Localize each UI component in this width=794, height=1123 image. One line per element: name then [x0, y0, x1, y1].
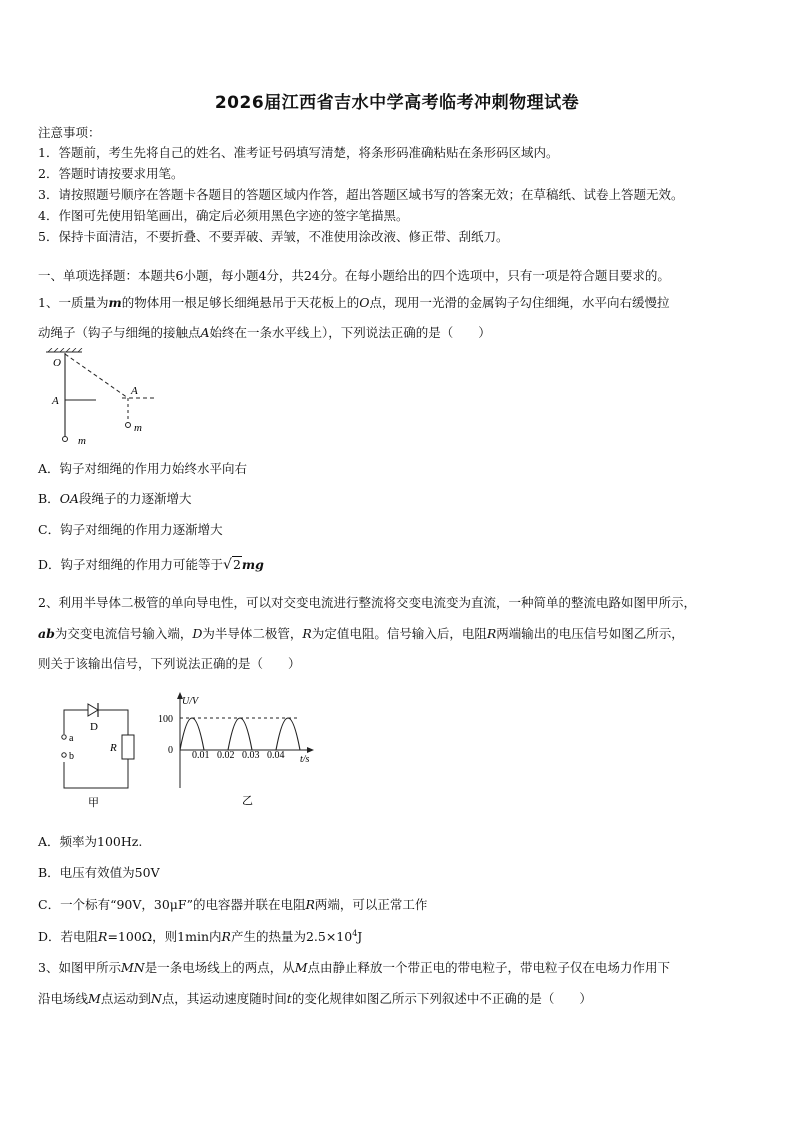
q2-figure-jia: [52, 700, 147, 810]
q3-text: 的变化规律如图乙所示下列叙述中不正确的是（ ）: [291, 991, 592, 1006]
notice-item: 5．保持卡面清洁，不要折叠、不要弄破、弄皱，不准使用涂改液、修正带、刮纸刀。: [38, 229, 509, 244]
option-text: 两端，可以正常工作: [314, 897, 428, 912]
page-title: 2026届江西省吉水中学高考临考冲刺物理试卷: [214, 93, 580, 113]
mass-circle-dashed: [126, 423, 131, 428]
q1-text: 动绳子（钩子与细绳的接触点: [38, 325, 201, 340]
q1-stem-line2: [38, 323, 491, 341]
label-A: A: [52, 395, 59, 407]
label-A: A: [131, 385, 138, 397]
diode-symbol: [88, 704, 98, 716]
option-exponent: 4: [352, 928, 358, 938]
q2-text: 两端输出的电压信号如图乙所示，: [496, 626, 684, 641]
q3-var: M: [88, 991, 101, 1006]
notice-heading: 注意事项：: [38, 125, 101, 140]
notice-item: 2．答题时请按要求用笔。: [38, 166, 184, 181]
option-var: OA: [59, 491, 79, 506]
q1-var-A: A: [200, 325, 210, 340]
x-arrow: [307, 747, 314, 753]
option-var: R: [305, 897, 315, 912]
q2-option-d: [38, 927, 362, 945]
q3-stem-line2: [38, 989, 592, 1007]
q2-var: R: [302, 626, 312, 641]
x-tick: 0.01: [192, 750, 210, 761]
label-m: m: [134, 422, 142, 434]
q2-text: 为半导体二极管，: [202, 626, 303, 641]
q3-text: 点由静止释放一个带正电的带电粒子，带电粒子仅在电场力作用下: [307, 960, 671, 975]
option-text: 段绳子的力逐渐增大: [78, 491, 192, 506]
q2-option-c: [38, 895, 427, 913]
label-R: R: [110, 742, 117, 754]
x-tick: 0.04: [267, 750, 285, 761]
label-O: O: [53, 357, 61, 369]
q1-option-b: [38, 489, 191, 507]
option-var: R: [221, 929, 231, 944]
q3-var: M: [294, 960, 308, 975]
q2-text: 为定值电阻。信号输入后，电阻: [311, 626, 487, 641]
notice-item: 4．作图可先使用铅笔画出，确定后必须用黑色字迹的签字笔描黑。: [38, 208, 409, 223]
q3-stem-line1: [38, 958, 670, 976]
q1-text: 始终在一条水平线上），下列说法正确的是（ ）: [209, 325, 491, 340]
q1-text: 1、一质量为: [38, 295, 109, 310]
x-tick: 0.03: [242, 750, 260, 761]
q3-text: 是一条电场线上的两点，从: [144, 960, 295, 975]
q3-text: 点运动到: [100, 991, 151, 1006]
q2-stem-line1: 2、利用半导体二极管的单向导电性，可以对交变电流进行整流将交变电流变为直流，一种简单的整流电路如图甲所示，: [38, 595, 696, 610]
q1-option-a: A．钩子对细绳的作用力始终水平向右: [38, 461, 248, 476]
q2-stem-line2: [38, 624, 684, 642]
caption-yi: 乙: [242, 795, 253, 807]
q2-option-a: A．频率为100Hz.: [38, 834, 143, 849]
q1-var-O: O: [359, 295, 370, 310]
q1-figure: [40, 348, 170, 448]
option-text: C．一个标有“90V，30μF”的电容器并联在电阻: [38, 897, 306, 912]
q2-stem-line3: 则关于该输出信号，下列说法正确的是（ ）: [38, 656, 301, 671]
option-var: mg: [241, 557, 264, 572]
q3-var: MN: [120, 960, 145, 975]
q2-option-b: B．电压有效值为50V: [38, 865, 160, 880]
q3-var: t: [286, 991, 292, 1006]
y-axis-label: U/V: [182, 696, 199, 707]
option-text: 产生的热量为2.5×10: [230, 929, 353, 944]
label-m: m: [78, 435, 86, 447]
q1-option-d: [38, 555, 264, 573]
ceiling-hatch: [48, 348, 82, 352]
q1-var-m: m: [108, 295, 122, 310]
q1-option-c: C．钩子对细绳的作用力逐渐增大: [38, 522, 223, 537]
label-b: b: [69, 751, 74, 762]
q3-text: 3、如图甲所示: [38, 960, 121, 975]
x-axis-label: t/s: [300, 754, 310, 765]
option-var: R: [98, 929, 108, 944]
q2-var: R: [486, 626, 497, 641]
label-D: D: [90, 721, 98, 733]
terminal-b: [62, 753, 66, 757]
q3-text: 点，其运动速度随时间: [161, 991, 287, 1006]
x-tick: 0.02: [217, 750, 235, 761]
q1-stem-line1: [38, 293, 669, 311]
q1-text: 的物体用一根足够长细绳悬吊于天花板上的: [121, 295, 360, 310]
sqrt-sign: √: [223, 557, 232, 573]
y-tick-0: 0: [168, 745, 173, 756]
section-heading: 一、单项选择题：本题共6小题，每小题4分，共24分。在每小题给出的四个选项中，只有一项是符合题目要求的。: [38, 268, 670, 283]
mass-circle: [63, 437, 68, 442]
option-text: J: [357, 929, 363, 944]
q2-var: ab: [38, 626, 55, 641]
q2-text: 为交变电流信号输入端，: [54, 626, 193, 641]
resistor-symbol: [122, 735, 134, 759]
option-text: B．: [38, 491, 60, 506]
notice-item: 3．请按照题号顺序在答题卡各题目的答题区域内作答，超出答题区域书写的答案无效；在草稿纸、试卷上答题无效。: [38, 187, 684, 202]
q2-var: D: [192, 626, 203, 641]
option-text: =100Ω，则1min内: [107, 929, 222, 944]
waveform: [180, 718, 300, 750]
notice-item: 1．答题前，考生先将自己的姓名、准考证号码填写清楚，将条形码准确粘贴在条形码区域内。: [38, 145, 559, 160]
option-text: D．钩子对细绳的作用力可能等于: [38, 557, 224, 572]
terminal-a: [62, 735, 66, 739]
sqrt-radicand: 2: [232, 557, 241, 572]
option-text: D．若电阻: [38, 929, 99, 944]
dashed-string: [65, 354, 128, 398]
y-tick-100: 100: [158, 714, 173, 725]
caption-jia: 甲: [88, 797, 99, 809]
q1-text: 点，现用一光滑的金属钩子勾住细绳，水平向右缓慢拉: [369, 295, 670, 310]
label-a: a: [69, 733, 74, 744]
q3-text: 沿电场线: [38, 991, 89, 1006]
q2-figure-yi: [150, 690, 330, 810]
q3-var: N: [150, 991, 162, 1006]
